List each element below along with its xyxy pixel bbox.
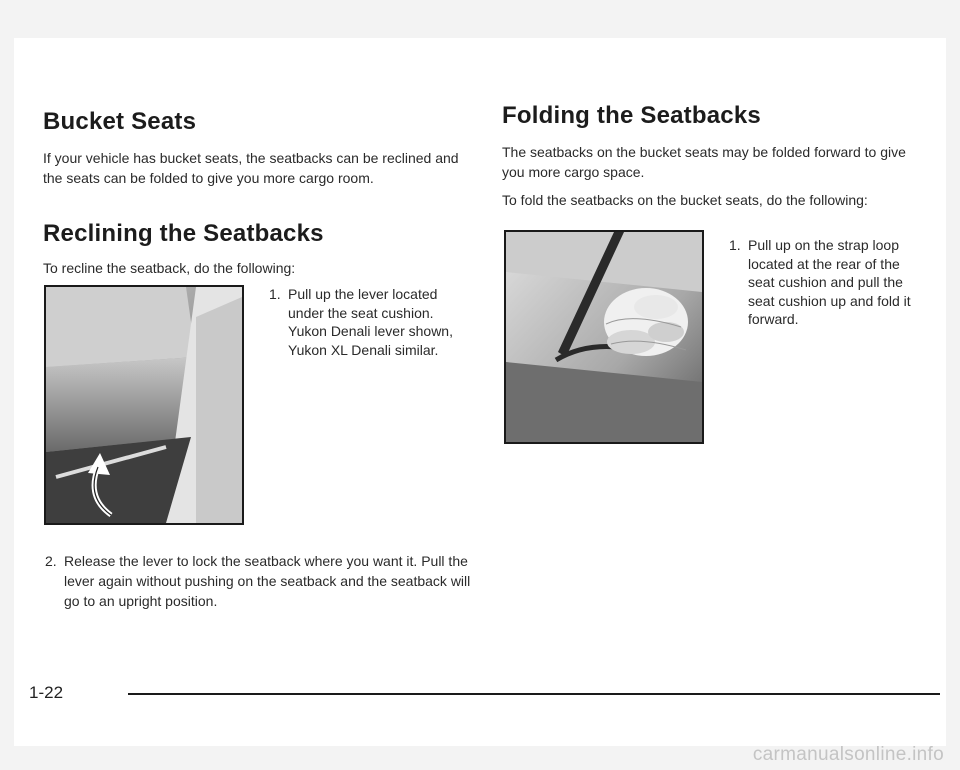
folding-step-1 [729, 236, 929, 329]
reclining-intro: To recline the seatback, do the following: [43, 260, 296, 276]
page-number: 1-22 [29, 683, 64, 702]
step-number: 2. [45, 553, 57, 569]
watermark: carmanualsonline.info [752, 744, 944, 765]
step-text: Pull up on the strap loop located at the rear of the seat cushion and pull the seat cushion up and fold it forward. [748, 237, 911, 327]
manual-page [14, 38, 946, 746]
footer-rule [128, 693, 940, 695]
bucket-seats-body: If your vehicle has bucket seats, the seatbacks can be reclined and the seats can be folded to give you more cargo room. [43, 150, 459, 186]
recline-lever-photo [44, 285, 244, 525]
heading-reclining-seatbacks: Reclining the Seatbacks [43, 220, 324, 247]
folding-body-1: The seatbacks on the bucket seats may be folded forward to give you more cargo space. [502, 144, 906, 180]
folding-body-2: To fold the seatbacks on the bucket seats, do the following: [502, 192, 868, 208]
reclining-step-2 [45, 551, 475, 611]
reclining-step-1 [269, 285, 469, 359]
step-number: 1. [269, 286, 281, 302]
step-text: Release the lever to lock the seatback where you want it. Pull the lever again without pushing on the seatback and the seatback will go to an upright position. [64, 553, 471, 609]
step-text: Pull up the lever located under the seat cushion. Yukon Denali lever shown, Yukon XL Denali similar. [288, 286, 453, 358]
heading-folding-seatbacks: Folding the Seatbacks [502, 102, 761, 129]
strap-loop-photo [504, 230, 704, 444]
step-number: 1. [729, 237, 741, 253]
heading-bucket-seats: Bucket Seats [43, 108, 197, 135]
